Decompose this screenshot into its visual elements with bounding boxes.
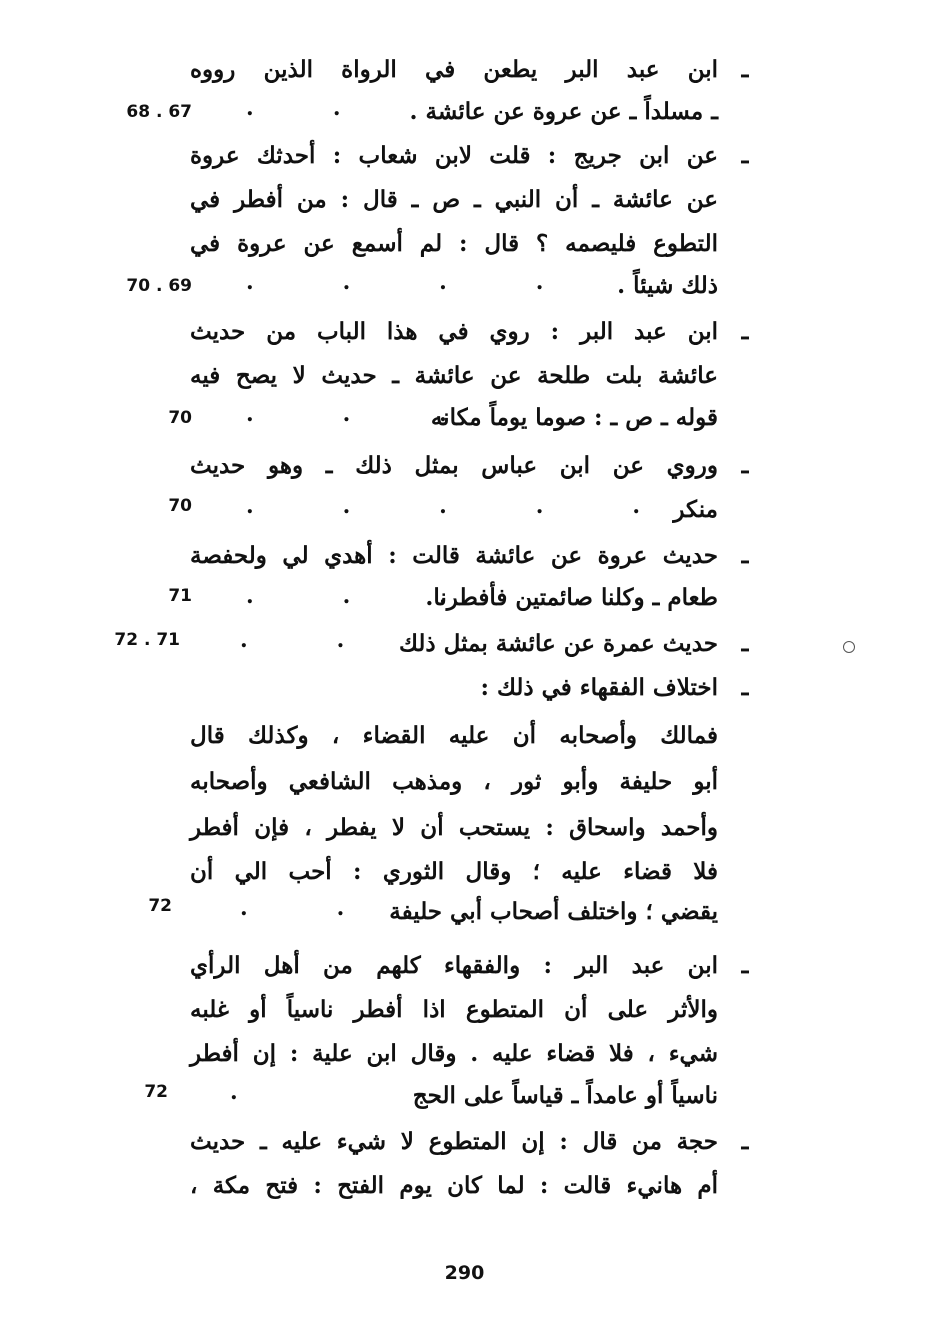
entry-line: قوله ـ ص ـ : صوما يوماً مكانه xyxy=(430,404,718,431)
entry-line: وأحمد واسحاق : يستحب أن لا يفطر ، فإن أفطر xyxy=(190,814,718,841)
entry-line: حجة من قال : إن المتطوع لا شيء عليه ـ حديث xyxy=(190,1128,718,1155)
reference-pages: 72 xyxy=(144,1082,168,1102)
entry-line: حديث عمرة عن عائشة بمثل ذلك xyxy=(399,630,718,657)
entry-line: التطوع فليصمه ؟ قال : لم أسمع عن عروة في xyxy=(190,230,718,257)
entry-line: فلا قضاء عليه ؛ وقال الثوري : أحب الي أن xyxy=(190,858,718,885)
reference-pages: 68 . 67 xyxy=(126,102,192,122)
dot-leader: . . xyxy=(240,627,347,653)
reference-pages: 72 xyxy=(148,896,172,916)
reference-pages: 70 . 69 xyxy=(126,276,192,296)
entry-line: أم هانيء قالت : لما كان يوم الفتح : فتح مكة ، xyxy=(190,1172,718,1199)
entry-line: ابن عبد البر : روي في هذا الباب من حديث xyxy=(190,318,718,345)
dot-leader: . . . xyxy=(246,583,449,609)
entry-line: ابن عبد البر : والفقهاء كلهم من أهل الرأي xyxy=(190,952,718,979)
dot-leader: . . xyxy=(240,895,347,921)
dot-leader: . . xyxy=(246,95,343,121)
entry-line: عن ابن جريج : قلت لابن شعاب : أحدثك عروة xyxy=(190,142,718,169)
entry-line: حديث عروة عن عائشة قالت : أهدي لي ولحفصة xyxy=(190,542,718,569)
scan-mark xyxy=(843,641,855,653)
page-number: 290 xyxy=(444,1262,485,1284)
entry-line: طعام ـ وكلنا صائمتين فأفطرنا. xyxy=(425,584,718,611)
reference-pages: 72 . 71 xyxy=(114,630,180,650)
entry-dash: ـ xyxy=(741,452,749,479)
entry-dash: ـ xyxy=(741,142,749,169)
entry-dash: ـ xyxy=(741,318,749,345)
entry-dash: ـ xyxy=(741,542,749,569)
entry-line: أبو حليفة وأبو ثور ، ومذهب الشافعي وأصحابه xyxy=(190,768,718,795)
entry-line: يقضي ؛ واختلف أصحاب أبي حليفة xyxy=(389,898,718,925)
entry-line: ـ مسلداً ـ عن عروة عن عائشة . xyxy=(409,98,718,125)
entry-dash: ـ xyxy=(741,1128,749,1155)
dot-leader: . xyxy=(230,1079,240,1105)
reference-pages: 70 xyxy=(168,408,192,428)
entry-dash: ـ xyxy=(741,952,749,979)
entry-heading: اختلاف الفقهاء في ذلك : xyxy=(480,674,718,701)
entry-line: وروي عن ابن عباس بمثل ذلك ـ وهو حديث xyxy=(190,452,718,479)
reference-pages: 71 xyxy=(168,586,192,606)
entry-dash: ـ xyxy=(741,674,749,701)
entry-dash: ـ xyxy=(741,630,749,657)
reference-pages: 70 xyxy=(168,496,192,516)
entry-line: والأثر على أن المتطوع اذا أفطر ناسياً أو غلبه xyxy=(190,996,718,1023)
entry-dash: ـ xyxy=(741,56,749,83)
entry-line: عائشة بلت طلحة عن عائشة ـ حديث لا يصح فيه xyxy=(190,362,718,389)
dot-leader: . . . . . xyxy=(246,493,643,519)
dot-leader: . . . . xyxy=(246,269,546,295)
entry-line: منكر xyxy=(673,496,718,523)
entry-line: ذلك شيئاً . xyxy=(617,272,718,299)
entry-line: شيء ، فلا قضاء عليه . وقال ابن علية : إن أفطر xyxy=(190,1040,718,1067)
dot-leader: . . . xyxy=(246,401,449,427)
entry-line: فمالك وأصحابه أن عليه القضاء ، وكذلك قال xyxy=(190,722,718,749)
entry-line: عن عائشة ـ أن النبي ـ ص ـ قال : من أفطر في xyxy=(190,186,718,213)
entry-line: ناسياً أو عامداً ـ قياساً على الحج xyxy=(412,1082,718,1109)
entry-line: ابن عبد البر يطعن في الرواة الذين رووه xyxy=(190,56,718,83)
